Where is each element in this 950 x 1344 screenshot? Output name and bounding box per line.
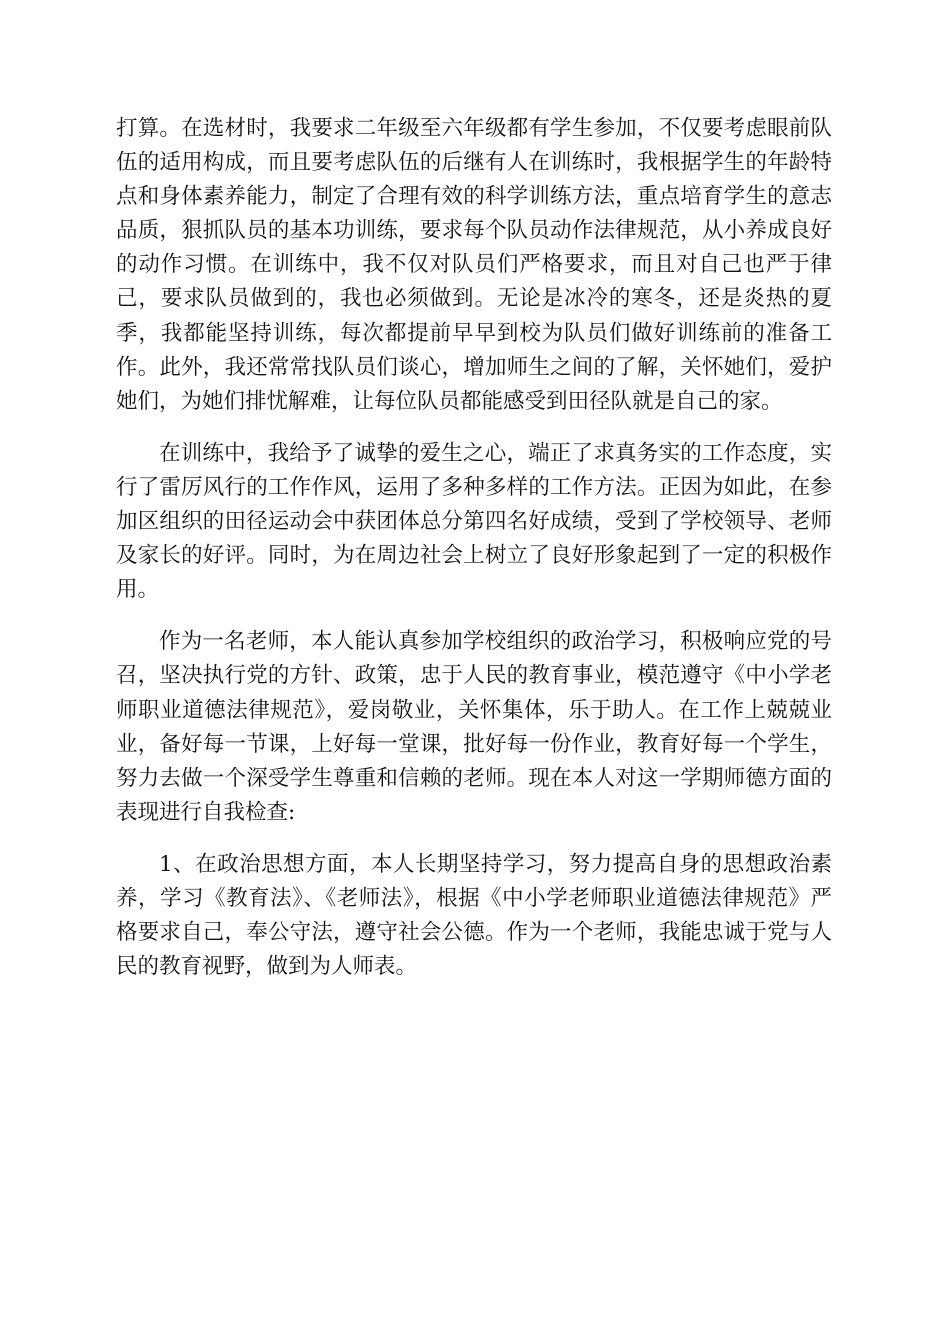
document-body xyxy=(116,112,832,1002)
paragraph-teacher-ethics: 作为一名老师，本人能认真参加学校组织的政治学习，积极响应党的号召，坚决执行党的方针、政策，忠于人民的教育事业，模范遵守《中小学老师职业道德法律规范》，爱岗敬业，关怀集体，乐于助人。在工作上兢兢业业，备好每一节课，上好每一堂课，批好每一份作业，教育好每一个学生，努力去做一个深受学生尊重和信赖的老师。现在本人对这一学期师德方面的表现进行自我检查: xyxy=(116,629,832,825)
paragraph-political-thought: 1、在政治思想方面，本人长期坚持学习，努力提高自身的思想政治素养，学习《教育法》、《老师法》，根据《中小学老师职业道德法律规范》严格要求自己，奉公守法，遵守社会公德。作为一个老师，我能忠诚于党与人民的教育视野，做到为人师表。 xyxy=(116,851,832,980)
paragraph-team-training: 打算。在选材时，我要求二年级至六年级都有学生参加，不仅要考虑眼前队伍的适用构成，而且要考虑队伍的后继有人在训练时，我根据学生的年龄特点和身体素养能力，制定了合理有效的科学训练方法，重点培育学生的意志品质，狠抓队员的基本功训练，要求每个队员动作法律规范，从小养成良好的动作习惯。在训练中，我不仅对队员们严格要求，而且对自己也严于律己，要求队员做到的，我也必须做到。无论是冰冷的寒冬，还是炎热的夏季，我都能坚持训练，每次都提前早早到校为队员们做好训练前的准备工作。此外，我还常常找队员们谈心，增加师生之间的了解，关怀她们，爱护她们，为她们排忧解难，让每位队员都能感受到田径队就是自己的家。 xyxy=(116,116,832,414)
paragraph-training-results: 在训练中，我给予了诚挚的爱生之心，端正了求真务实的工作态度，实行了雷厉风行的工作作风，运用了多种多样的工作方法。正因为如此，在参加区组织的田径运动会中获团体总分第四名好成绩，受到了学校领导、老师及家长的好评。同时，为在周边社会上树立了良好形象起到了一定的积极作用。 xyxy=(116,440,832,603)
